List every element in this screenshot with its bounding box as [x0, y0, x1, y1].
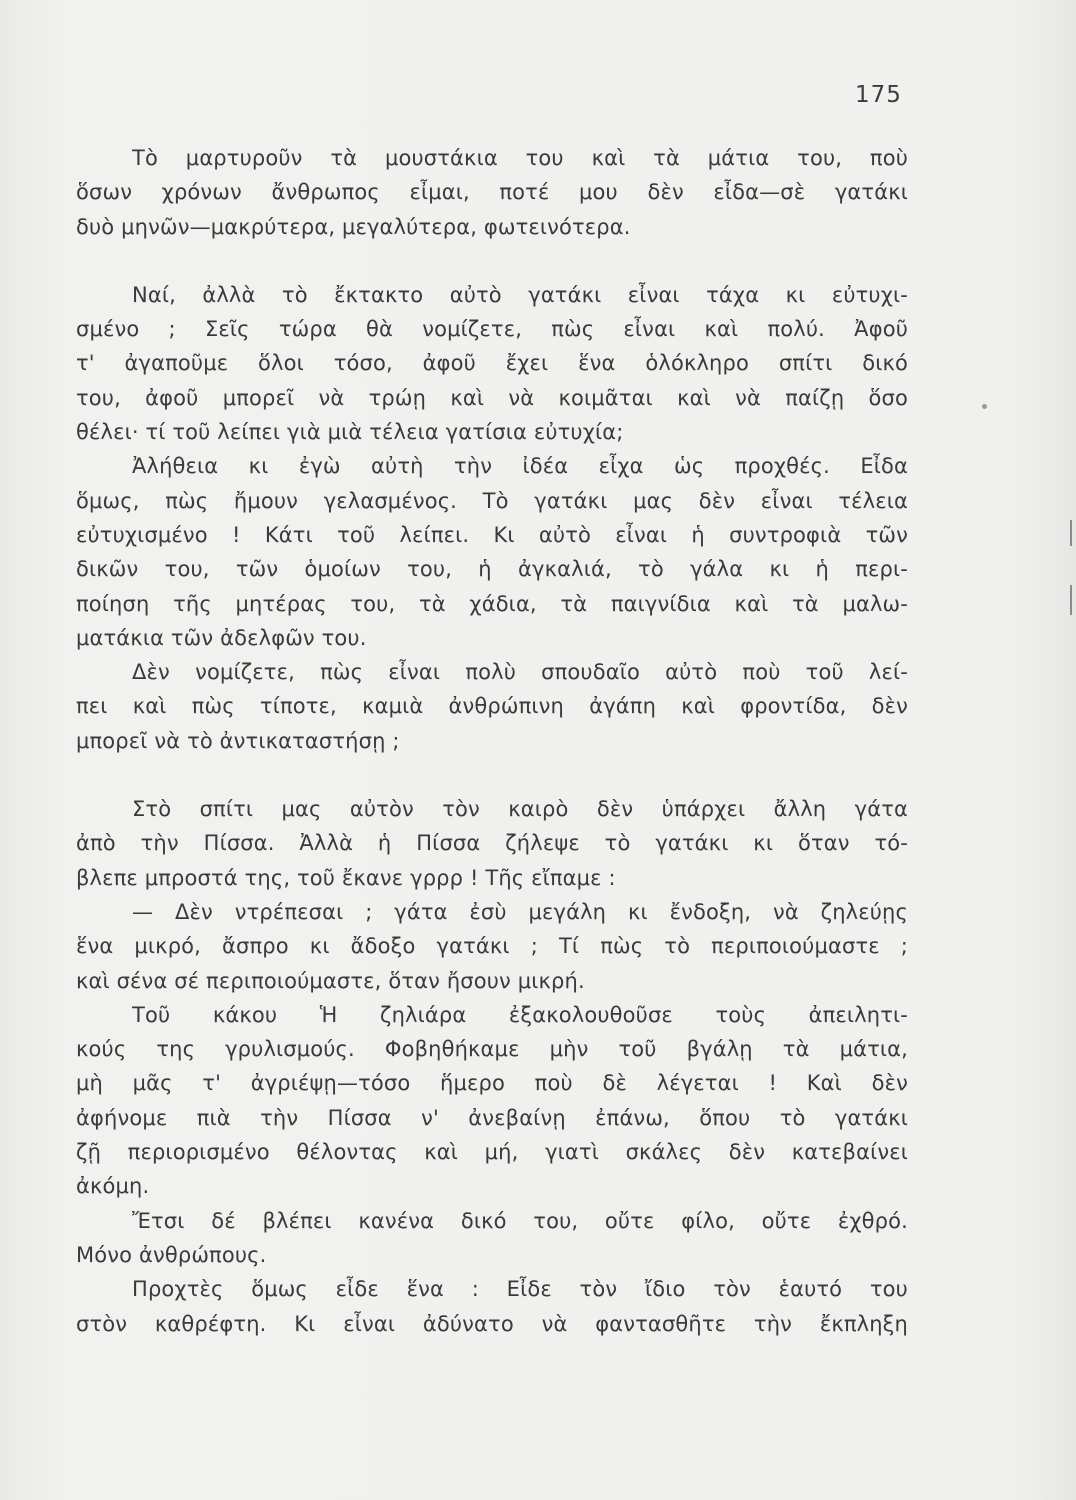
text-line: ὅμως, πὼς ἤμουν γελασμένος. Τὸ γατάκι μας δὲν εἶναι τέλεια [76, 488, 908, 513]
text-line: δυὸ μηνῶν—μακρύτερα, μεγαλύτερα, φωτεινότερα. [76, 214, 631, 239]
text-line: μπορεῖ νὰ τὸ ἀντικαταστήσῃ ; [76, 728, 400, 753]
text-line: κούς της γρυλισμούς. Φοβηθήκαμε μὴν τοῦ βγάλῃ τὰ μάτια, [76, 1037, 908, 1062]
text-line: πει καὶ πὼς τίποτε, καμιὰ ἀνθρώπινη ἀγάπη καὶ φροντίδα, δὲν [76, 694, 908, 719]
text-line: καὶ σένα σέ περιποιούμαστε, ὅταν ἤσουν μικρή. [76, 968, 585, 993]
text-line: Στὸ σπίτι μας αὐτὸν τὸν καιρὸ δὲν ὑπάρχει ἄλλη γάτα [132, 797, 908, 822]
text-line: — Δὲν ντρέπεσαι ; γάτα ἐσὺ μεγάλη κι ἔνδοξη, νὰ ζηλεύῃς [132, 899, 908, 924]
text-line: μὴ μᾶς τ' ἀγριέψῃ—τόσο ἥμερο ποὺ δὲ λέγεται ! Καὶ δὲν [76, 1071, 908, 1096]
text-line: ἀκόμη. [76, 1174, 150, 1199]
text-line: εὐτυχισμένο ! Κάτι τοῦ λείπει. Κι αὐτὸ εἶναι ἡ συντροφιὰ τῶν [76, 522, 908, 547]
text-line: ματάκια τῶν ἀδελφῶν του. [76, 625, 367, 650]
text-line: ζῇ περιορισμένο θέλοντας καὶ μή, γιατὶ σκάλες δὲν κατεβαίνει [76, 1140, 908, 1165]
text-line: Δὲν νομίζετε, πὼς εἶναι πολὺ σπουδαῖο αὐτὸ ποὺ τοῦ λεί- [132, 660, 908, 685]
text-line: Προχτὲς ὅμως εἶδε ἕνα : Εἶδε τὸν ἴδιο τὸν ἑαυτό του [132, 1277, 908, 1302]
text-line: βλεπε μπροστά της, τοῦ ἔκανε γρρρ ! Τῆς εἴπαμε : [76, 865, 616, 890]
text-line: ποίηση τῆς μητέρας του, τὰ χάδια, τὰ παιγνίδια καὶ τὰ μαλω- [76, 591, 908, 616]
text-line: ἕνα μικρό, ἄσπρο κι ἄδοξο γατάκι ; Τί πὼς τὸ περιποιούμαστε ; [76, 934, 908, 959]
text-line: ἀφήνομε πιὰ τὴν Πίσσα ν' ἀνεβαίνῃ ἐπάνω, ὅπου τὸ γατάκι [76, 1105, 908, 1130]
text-line: τ' ἀγαποῦμε ὅλοι τόσο, ἀφοῦ ἔχει ἕνα ὁλόκληρο σπίτι δικό [76, 351, 908, 376]
edge-mark [1070, 520, 1072, 546]
text-line: δικῶν του, τῶν ὁμοίων του, ἡ ἀγκαλιά, τὸ γάλα κι ἡ περι- [76, 557, 908, 582]
text-line: ὅσων χρόνων ἄνθρωπος εἶμαι, ποτέ μου δὲν εἶδα—σὲ γατάκι [76, 180, 908, 205]
edge-mark [1070, 585, 1072, 615]
text-line: σμένο ; Σεῖς τώρα θὰ νομίζετε, πὼς εἶναι καὶ πολύ. Ἀφοῦ [76, 317, 908, 342]
text-line: Μόνο ἀνθρώπους. [76, 1242, 267, 1267]
text-line: ἀπὸ τὴν Πίσσα. Ἀλλὰ ἡ Πίσσα ζήλεψε τὸ γατάκι κι ὅταν τό- [76, 831, 908, 856]
text-line: Τὸ μαρτυροῦν τὰ μουστάκια του καὶ τὰ μάτια του, ποὺ [132, 146, 908, 170]
body-text [76, 141, 908, 1341]
text-line: θέλει· τί τοῦ λείπει γιὰ μιὰ τέλεια γατίσια εὐτυχία; [76, 420, 624, 445]
text-line: Τοῦ κάκου Ἡ ζηλιάρα ἐξακολουθοῦσε τοὺς ἀπειλητι- [132, 1002, 908, 1027]
paragraph-gap [76, 244, 908, 278]
paragraph-gap [76, 758, 908, 792]
text-line: Ἔτσι δέ βλέπει κανένα δικό του, οὔτε φίλο, οὔτε ἐχθρό. [132, 1208, 908, 1233]
page-number: 175 [855, 82, 902, 108]
text-line: Ἀλήθεια κι ἐγὼ αὐτὴ τὴν ἰδέα εἶχα ὡς προχθές. Εἶδα [132, 454, 908, 479]
text-line: Ναί, ἀλλὰ τὸ ἔκτακτο αὐτὸ γατάκι εἶναι τάχα κι εὐτυχι- [132, 282, 908, 307]
ink-speck [982, 404, 987, 409]
text-line: του, ἀφοῦ μπορεῖ νὰ τρώῃ καὶ νὰ κοιμᾶται καὶ νὰ παίζῃ ὅσο [76, 385, 908, 410]
text-line: στὸν καθρέφτη. Κι εἶναι ἀδύνατο νὰ φαντασθῆτε τὴν ἔκπληξη [76, 1311, 908, 1336]
